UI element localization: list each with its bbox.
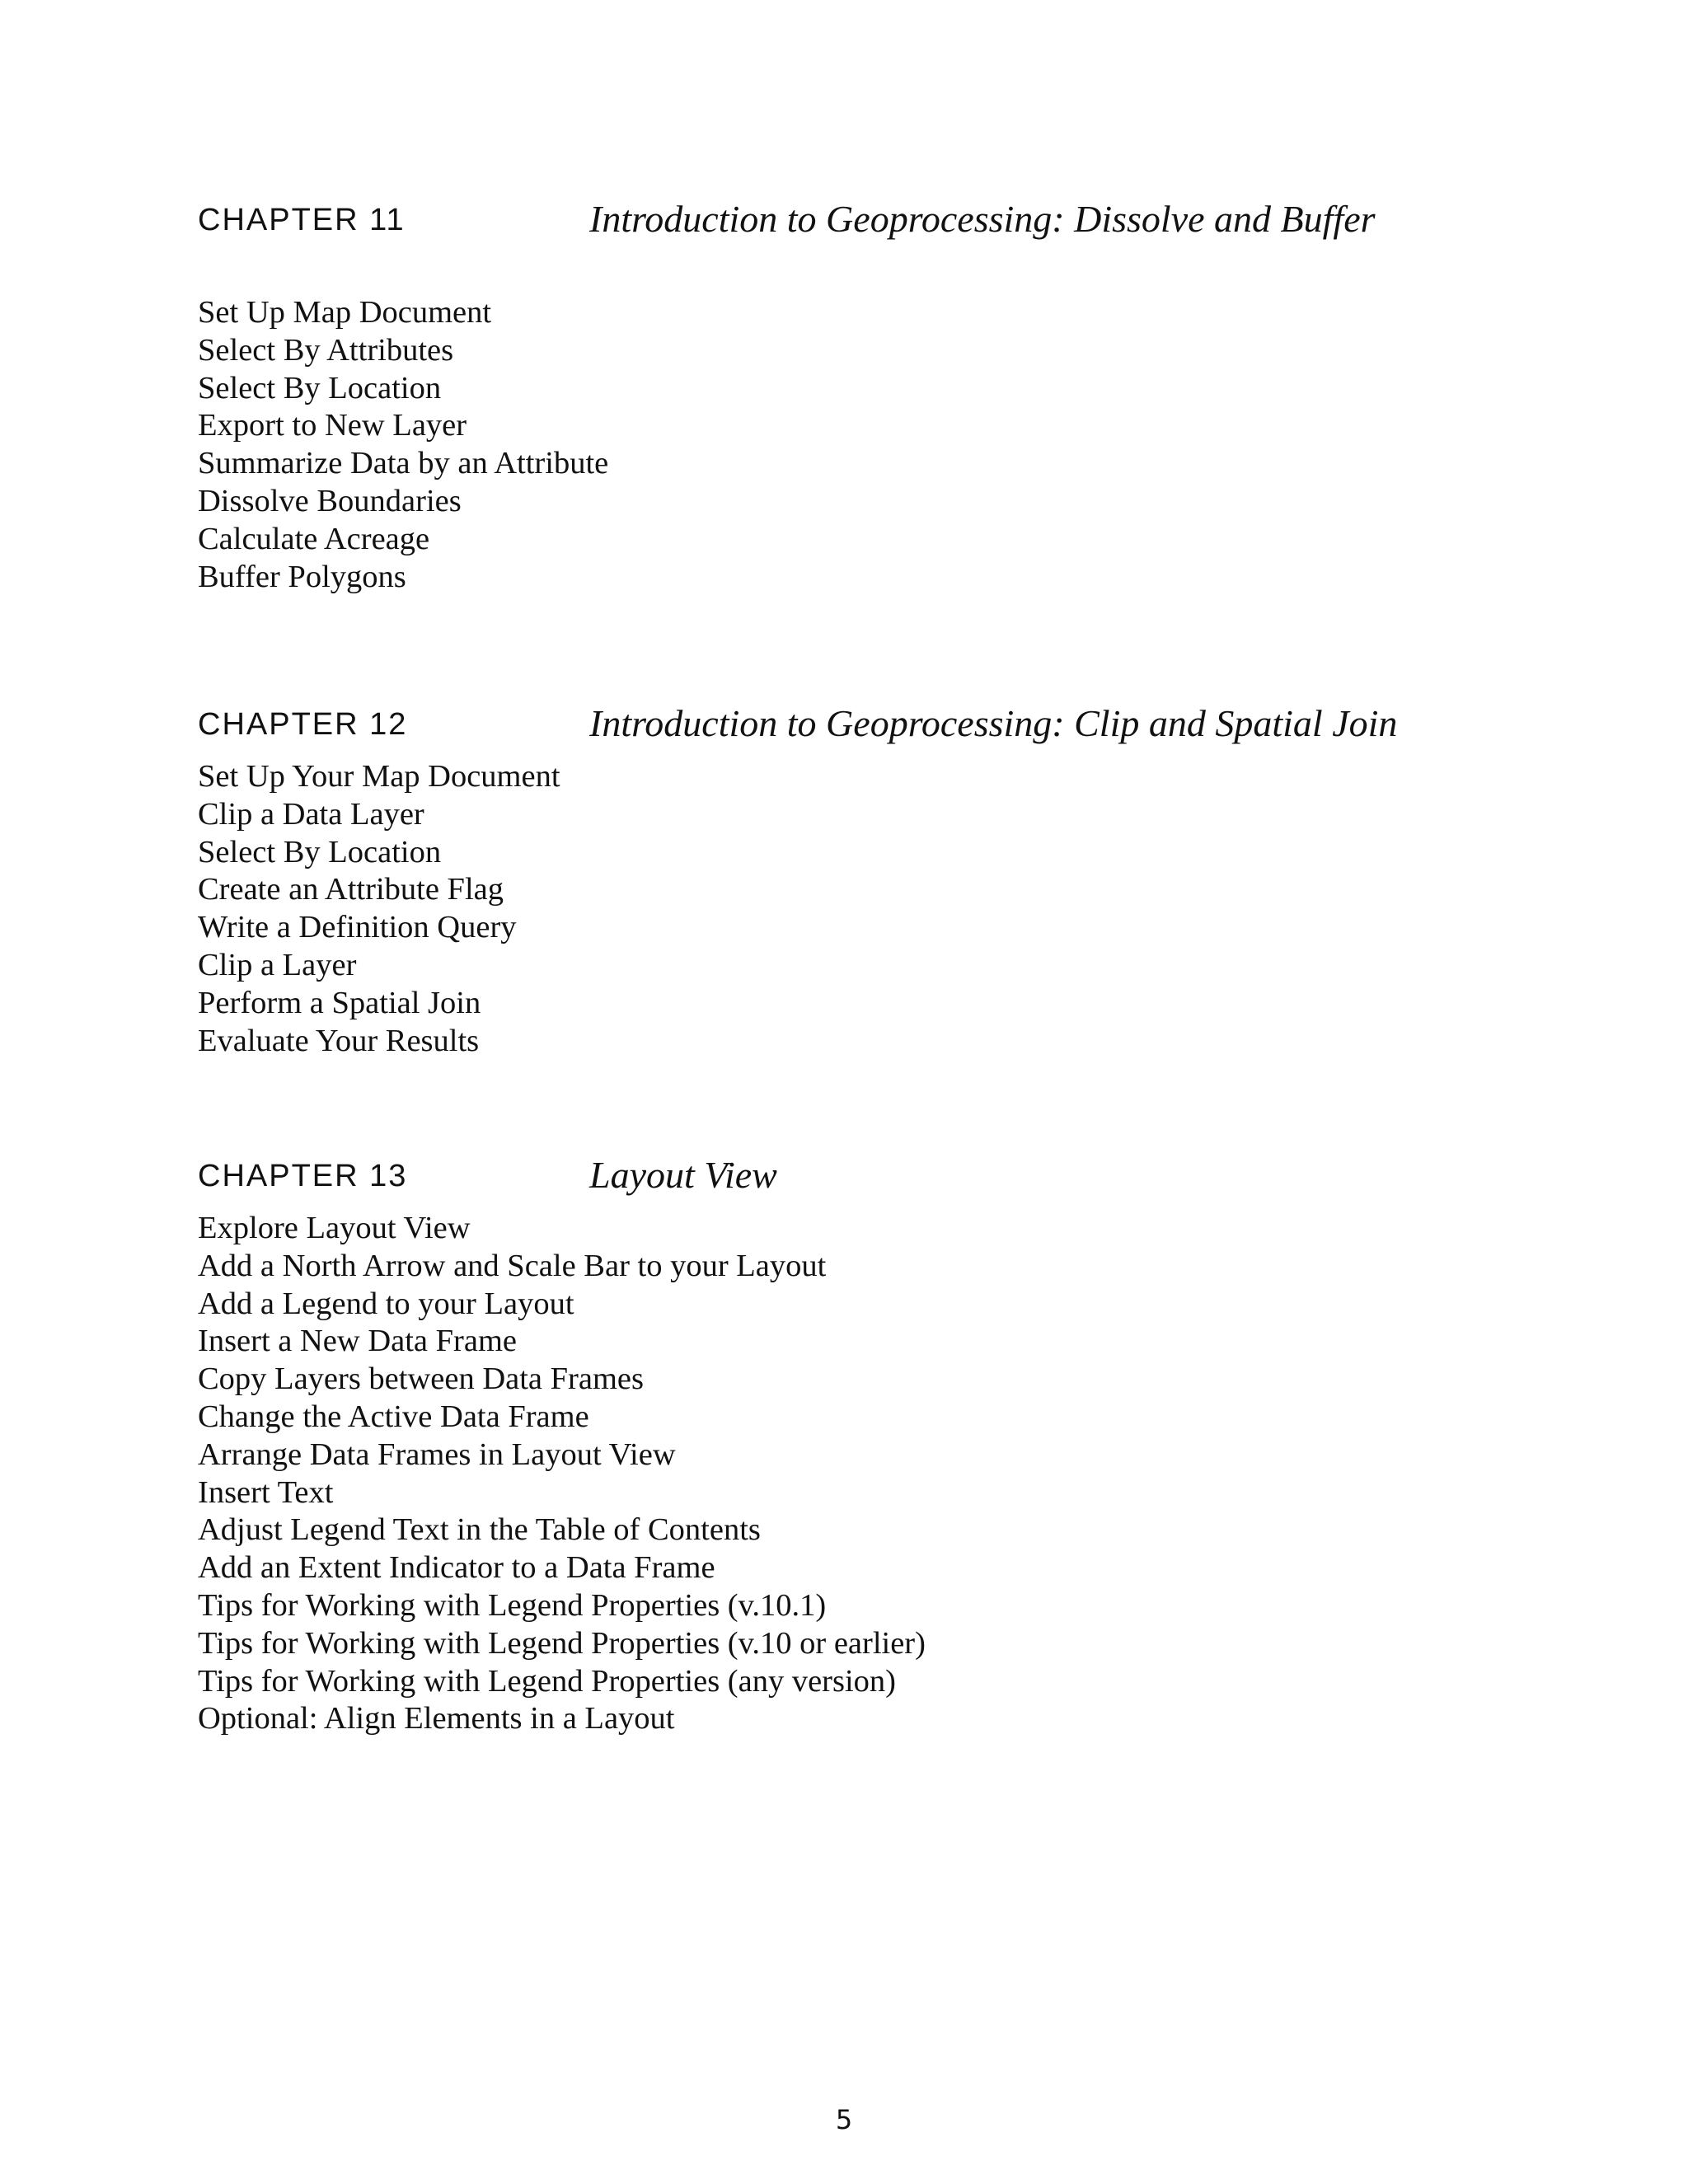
- topic-item: Select By Attributes: [198, 332, 454, 368]
- chapter-11-section: [198, 198, 1484, 594]
- topic-item: Calculate Acreage: [198, 521, 430, 556]
- chapter-header: [198, 702, 1484, 744]
- topic-item: Explore Layout View: [198, 1211, 471, 1245]
- topic-item: Perform a Spatial Join: [198, 985, 481, 1020]
- topic-item: Clip a Layer: [198, 947, 357, 982]
- topic-item: Tips for Working with Legend Properties (v.10.1): [198, 1587, 827, 1623]
- topic-item: Add a North Arrow and Scale Bar to your Layout: [198, 1248, 827, 1283]
- topic-item: Copy Layers between Data Frames: [198, 1361, 644, 1397]
- chapter-label: CHAPTER 12: [198, 707, 408, 742]
- topic-item: Tips for Working with Legend Properties (any version): [198, 1663, 896, 1699]
- topic-item: Add a Legend to your Layout: [198, 1286, 574, 1321]
- topic-item: Optional: Align Elements in a Layout: [198, 1701, 675, 1736]
- topic-item: Create an Attribute Flag: [198, 872, 504, 907]
- chapter-label: CHAPTER 11: [198, 203, 406, 237]
- chapter-topic-list: [198, 294, 608, 596]
- topic-item: Add an Extent Indicator to a Data Frame: [198, 1550, 715, 1586]
- chapter-title: Introduction to Geoprocessing: Dissolve and Buffer: [589, 198, 1376, 240]
- chapter-topic-list: [198, 1210, 926, 1738]
- chapter-topic-list: [198, 758, 560, 1060]
- topic-item: Evaluate Your Results: [198, 1023, 480, 1058]
- chapter-title: Layout View: [589, 1154, 777, 1196]
- topic-item: Dissolve Boundaries: [198, 483, 462, 518]
- chapter-12-section: [198, 702, 1484, 1058]
- topic-item: Insert Text: [198, 1474, 334, 1510]
- topic-item: Change the Active Data Frame: [198, 1399, 589, 1434]
- topic-item: Arrange Data Frames in Layout View: [198, 1436, 676, 1472]
- topic-item: Buffer Polygons: [198, 559, 406, 594]
- topic-item: Select By Location: [198, 370, 442, 405]
- topic-item: Adjust Legend Text in the Table of Contents: [198, 1512, 761, 1548]
- topic-item: Clip a Data Layer: [198, 796, 424, 832]
- chapter-label: CHAPTER 13: [198, 1159, 408, 1193]
- topic-item: Set Up Your Map Document: [198, 759, 560, 794]
- topic-item: Summarize Data by an Attribute: [198, 446, 609, 481]
- chapter-header: [198, 1156, 1484, 1196]
- page-number: 5: [835, 2104, 853, 2135]
- chapter-title: Introduction to Geoprocessing: Clip and Spatial Join: [589, 702, 1398, 744]
- topic-item: Tips for Working with Legend Properties (v.10 or earlier): [198, 1625, 926, 1661]
- topic-item: Select By Location: [198, 834, 442, 869]
- chapter-header: [198, 200, 1484, 240]
- topic-item: Set Up Map Document: [198, 295, 492, 330]
- topic-item: Export to New Layer: [198, 408, 467, 443]
- chapter-13-section: [198, 1154, 1484, 1736]
- topic-item: Write a Definition Query: [198, 910, 517, 945]
- topic-item: Insert a New Data Frame: [198, 1324, 517, 1359]
